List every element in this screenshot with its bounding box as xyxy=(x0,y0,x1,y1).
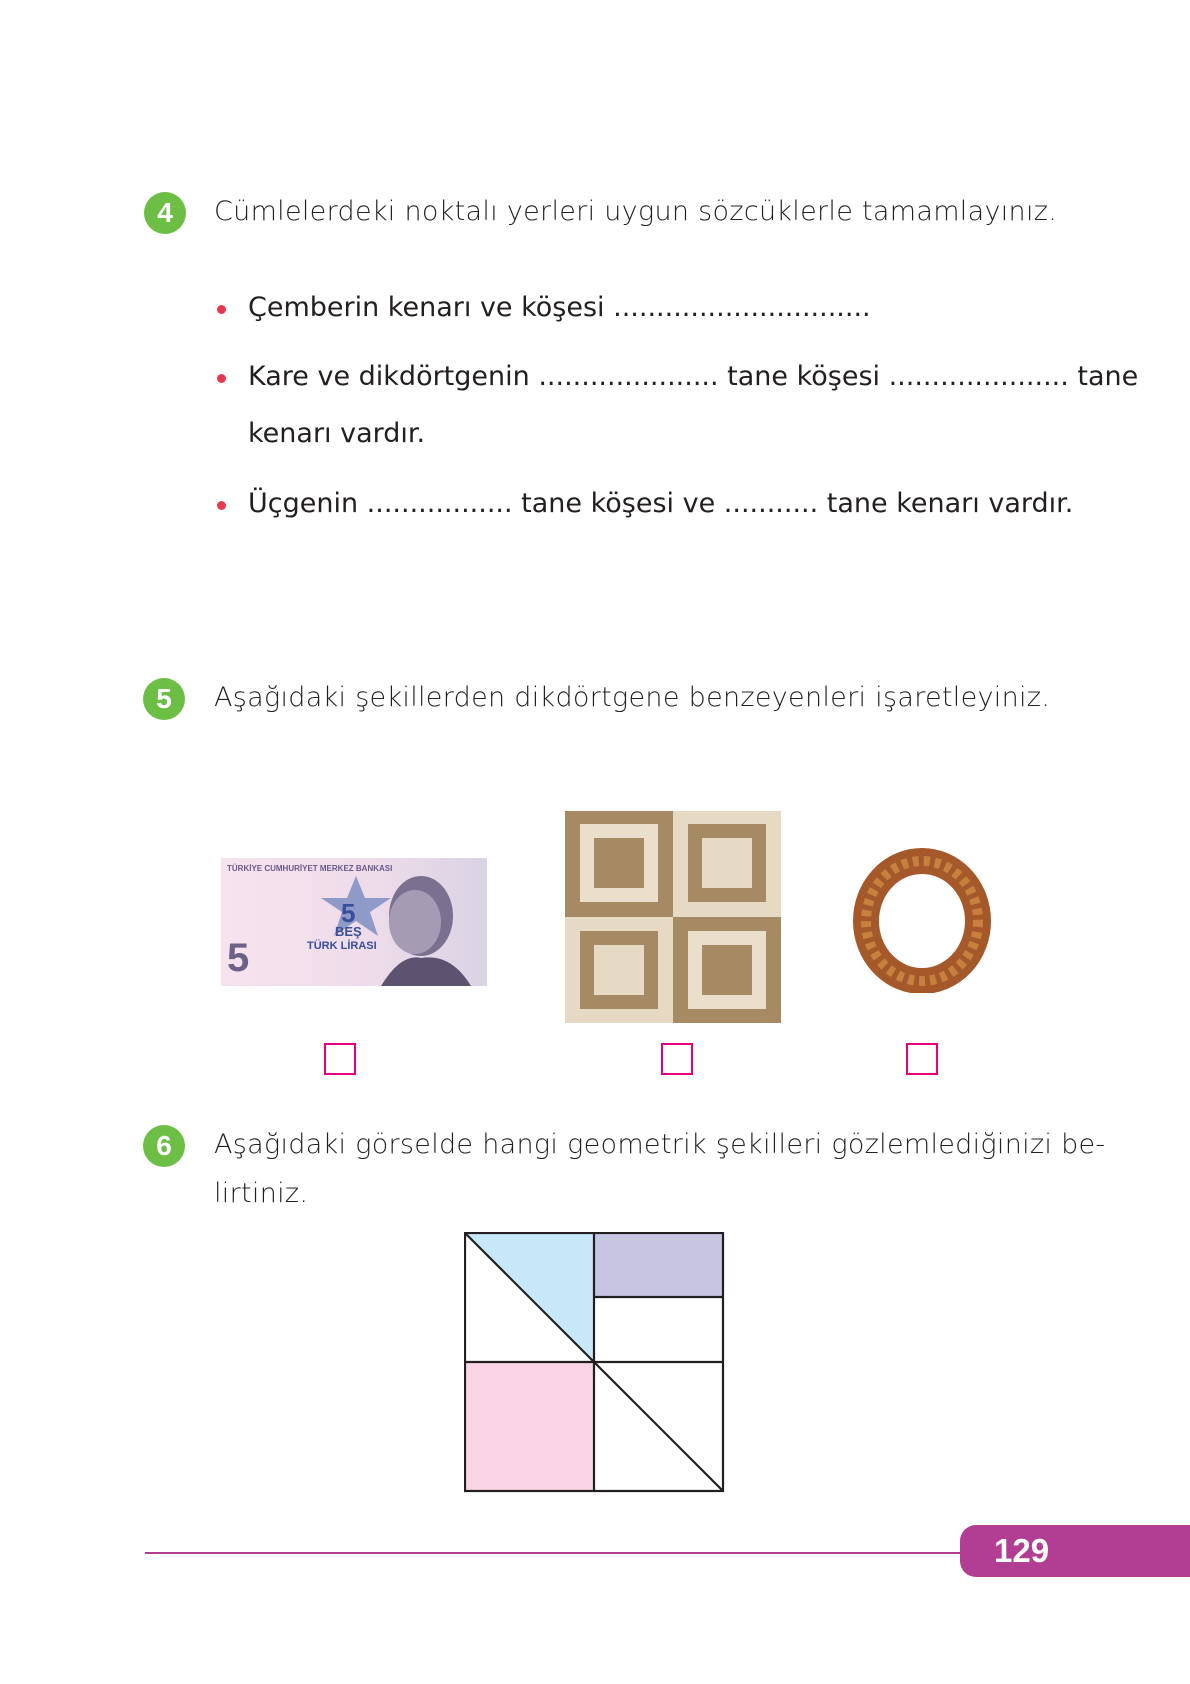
geometric-figure xyxy=(464,1232,726,1494)
fill-in-item-3: Üçgenin ................. tane köşesi ve ........... tane kenarı vardır. xyxy=(248,488,1074,519)
fill-in-item-2-continued: kenarı vardır. xyxy=(248,418,426,449)
question-number-5: 5 xyxy=(143,678,185,720)
checkbox-tile[interactable] xyxy=(661,1043,693,1075)
question-4-instruction: Cümlelerdeki noktalı yerleri uygun sözcüklerle tamamlayınız. xyxy=(214,196,1058,227)
portrait-image xyxy=(361,858,481,986)
pink-square xyxy=(465,1362,594,1491)
fill-in-item-2: Kare ve dikdörtgenin ..................... tane köşesi ..................... tane xyxy=(248,361,1139,392)
purple-rectangle xyxy=(594,1233,723,1297)
banknote-value: 5 xyxy=(341,898,356,928)
banknote-corner-value: 5 xyxy=(227,936,250,980)
banknote-currency: TÜRK LİRASI xyxy=(307,940,377,952)
checkbox-simit[interactable] xyxy=(906,1043,938,1075)
bullet-icon xyxy=(217,305,226,314)
tile-image xyxy=(565,811,781,1023)
question-6-instruction-continued: lirtiniz. xyxy=(214,1178,309,1209)
bullet-icon xyxy=(217,374,226,383)
page-number: 129 xyxy=(960,1525,1190,1577)
question-6-instruction: Aşağıdaki görselde hangi geometrik şekilleri gözlemlediğinizi be- xyxy=(214,1129,1106,1160)
simit-image xyxy=(852,845,992,993)
bullet-icon xyxy=(217,501,226,510)
question-5-instruction: Aşağıdaki şekillerden dikdörtgene benzeyenleri işaretleyiniz. xyxy=(214,682,1051,713)
footer-line xyxy=(145,1552,965,1554)
fill-in-item-1: Çemberin kenarı ve köşesi .............................. xyxy=(248,292,871,323)
question-number-4: 4 xyxy=(144,192,186,234)
banknote-image xyxy=(221,858,487,986)
banknote-bank-name: TÜRKİYE CUMHURİYET MERKEZ BANKASI xyxy=(227,864,393,873)
checkbox-banknote[interactable] xyxy=(324,1043,356,1075)
banknote-word: BEŞ xyxy=(335,924,362,939)
question-number-6: 6 xyxy=(143,1125,185,1167)
